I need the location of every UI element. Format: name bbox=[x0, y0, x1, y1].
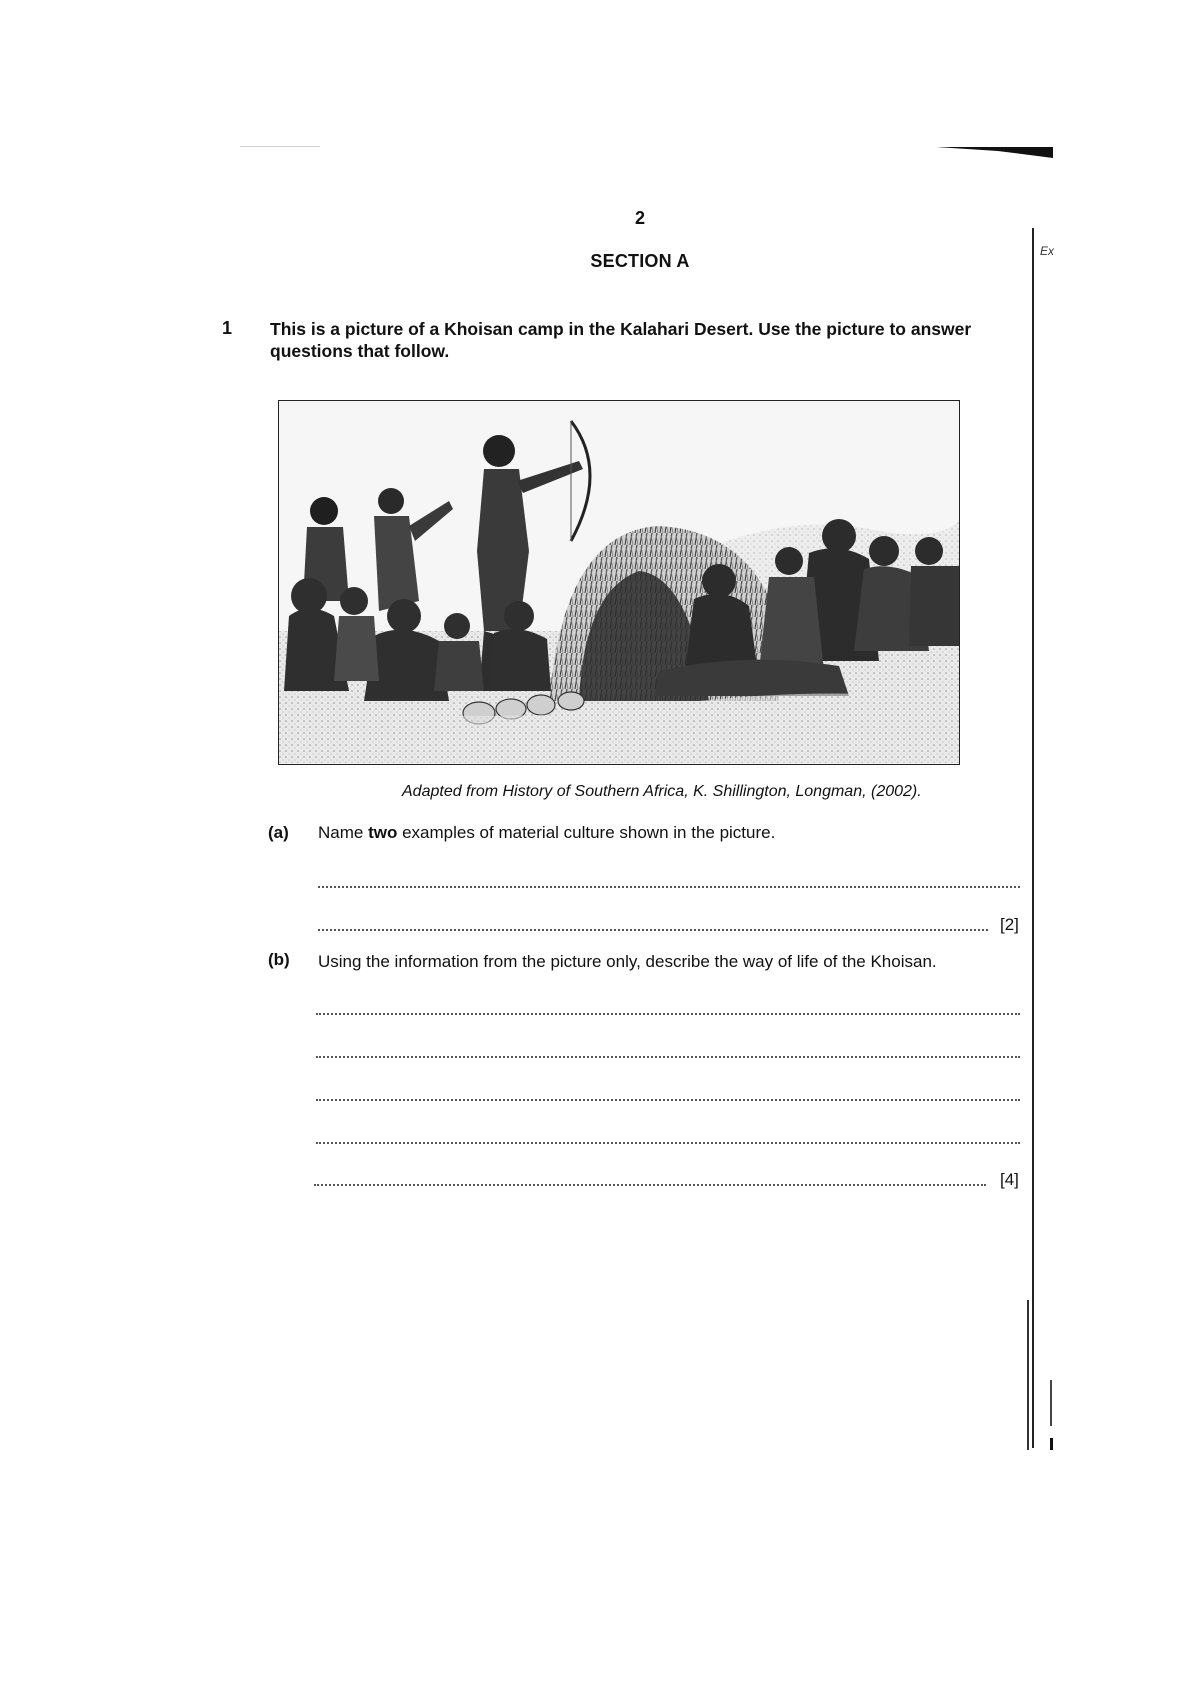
answer-line[interactable] bbox=[318, 885, 1020, 888]
examiner-margin-rule bbox=[1032, 228, 1034, 1448]
question-text: This is a picture of a Khoisan camp in the Kalahari Desert. Use the picture to answer questions that follow. bbox=[270, 319, 972, 361]
part-b-marks: [4] bbox=[1000, 1170, 1019, 1189]
answer-line[interactable] bbox=[318, 928, 988, 931]
answer-line[interactable] bbox=[314, 1183, 986, 1186]
scan-edge-tick bbox=[1050, 1438, 1053, 1450]
scan-edge-tick bbox=[1050, 1380, 1052, 1426]
question-number: 1 bbox=[222, 318, 233, 338]
answer-line[interactable] bbox=[316, 1012, 1020, 1015]
scan-edge-mark bbox=[915, 144, 1053, 158]
scan-mark bbox=[240, 146, 320, 147]
part-b-text: Using the information from the picture only, describe the way of life of the Khoisan. bbox=[318, 952, 937, 971]
part-b-label: (b) bbox=[268, 950, 290, 969]
part-a-label: (a) bbox=[268, 823, 289, 842]
answer-line[interactable] bbox=[316, 1098, 1020, 1101]
part-a-marks: [2] bbox=[1000, 915, 1019, 934]
answer-line[interactable] bbox=[316, 1055, 1020, 1058]
khoisan-camp-illustration bbox=[279, 401, 959, 763]
part-a-emphasis: two bbox=[368, 823, 398, 842]
section-title: SECTION A bbox=[590, 251, 690, 271]
page-number: 2 bbox=[634, 208, 645, 228]
part-a-text bbox=[318, 823, 775, 843]
part-a-text-start: Name bbox=[318, 823, 369, 842]
examiner-margin-rule-lower bbox=[1027, 1300, 1029, 1450]
answer-line[interactable] bbox=[316, 1141, 1020, 1144]
part-a-text-end: examples of material culture shown in the picture. bbox=[397, 823, 776, 842]
khoisan-camp-photo bbox=[278, 400, 960, 765]
photo-caption: Adapted from History of Southern Africa, K. Shillington, Longman, (2002). bbox=[402, 783, 922, 800]
examiner-margin-label: Ex bbox=[1040, 244, 1055, 258]
